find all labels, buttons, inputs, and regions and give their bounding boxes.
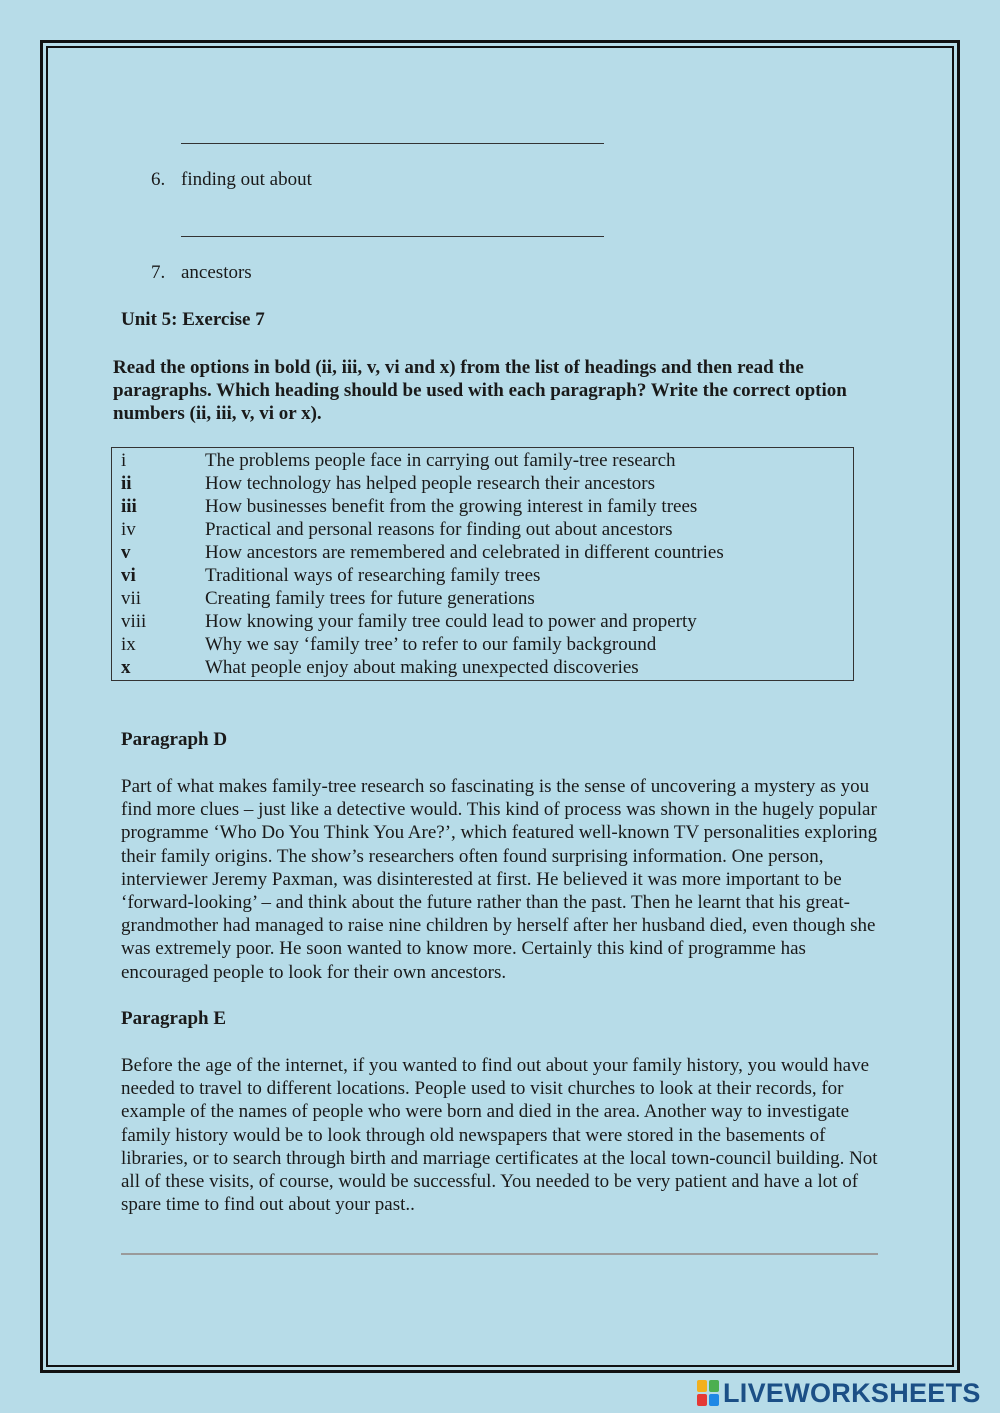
heading-row [112,541,852,564]
paragraph-d-body: Part of what makes family-tree research so fascinating is the sense of uncovering a mystery as you find more clues – just like a detective would. This kind of process was shown in the hugely popular programme ‘Who Do You Think You Are?’, which featured well-known TV personalities exploring their family origins. The show’s researchers often found surprising information. One person, interviewer Jeremy Paxman, was disinterested at first. He believed it was more important to be ‘forward-looking’ – and think about the future rather than the past. Then he learnt that his great-grandmother had managed to raise nine children by herself after her husband died, even though she was extremely poor. He soon wanted to know more. Certainly this kind of programme has encouraged people to look for their own ancestors. [121,776,878,983]
heading-number: vii [121,588,142,609]
heading-number: iii [121,496,137,517]
liveworksheets-brand: LIVEWORKSHEETS [723,1377,981,1408]
heading-text: How ancestors are remembered and celebrated in different countries [205,542,724,563]
bottom-divider [121,1253,878,1255]
paragraph-e-body: Before the age of the internet, if you wanted to find out about your family history, you would have needed to travel to different locations. People used to visit churches to look at their records, for example of the names of people who were born and died in the area. Another way to investigate family history would be to look through old newspapers that were stored in the basements of libraries, or to search through birth and marriage certificates at the local town-council building. Not all of these visits, of course, would be successful. You needed to be very patient and have a lot of spare time to find out about your past.. [121,1055,878,1216]
heading-number: i [121,450,127,471]
heading-row [112,610,852,633]
answer-line-5[interactable] [181,143,604,144]
heading-row [112,656,852,679]
list-item-number: 7. [151,262,166,283]
exercise-instruction: Read the options in bold (ii, iii, v, vi and x) from the list of headings and then read the paragraphs. Which heading should be used with each paragraph? Write the correct option numbers (ii, iii, v, vi or x). [113,357,847,424]
liveworksheets-logo [697,1378,981,1408]
liveworksheets-logo-icon [697,1380,721,1406]
heading-text: How technology has helped people research their ancestors [205,473,656,494]
exercise-title: Unit 5: Exercise 7 [121,309,265,330]
heading-row [112,564,852,587]
heading-row [112,633,852,656]
heading-text: Why we say ‘family tree’ to refer to our family background [205,634,657,655]
heading-number: ix [121,634,136,655]
heading-text: How knowing your family tree could lead to power and property [205,611,697,632]
heading-text: Traditional ways of researching family trees [205,565,541,586]
paragraph-e-title: Paragraph E [121,1008,227,1029]
heading-row [112,518,852,541]
heading-row [112,587,852,610]
list-item-7 [151,262,551,286]
list-item-text: ancestors [181,262,252,283]
list-item-number: 6. [151,169,166,190]
heading-number: iv [121,519,136,540]
headings-list [111,447,854,681]
heading-number: ii [121,473,132,494]
heading-number: v [121,542,131,563]
paragraph-d-title: Paragraph D [121,729,228,750]
heading-text: How businesses benefit from the growing interest in family trees [205,496,698,517]
heading-row [112,472,852,495]
heading-row [112,495,852,518]
heading-number: x [121,657,131,678]
heading-row [112,449,852,472]
heading-text: What people enjoy about making unexpected discoveries [205,657,639,678]
list-item-text: finding out about [181,169,312,190]
heading-number: vi [121,565,136,586]
heading-number: viii [121,611,147,632]
heading-text: Creating family trees for future generations [205,588,535,609]
list-item-6 [151,169,551,193]
heading-text: Practical and personal reasons for finding out about ancestors [205,519,673,540]
answer-line-6[interactable] [181,236,604,237]
heading-text: The problems people face in carrying out family-tree research [205,450,676,471]
